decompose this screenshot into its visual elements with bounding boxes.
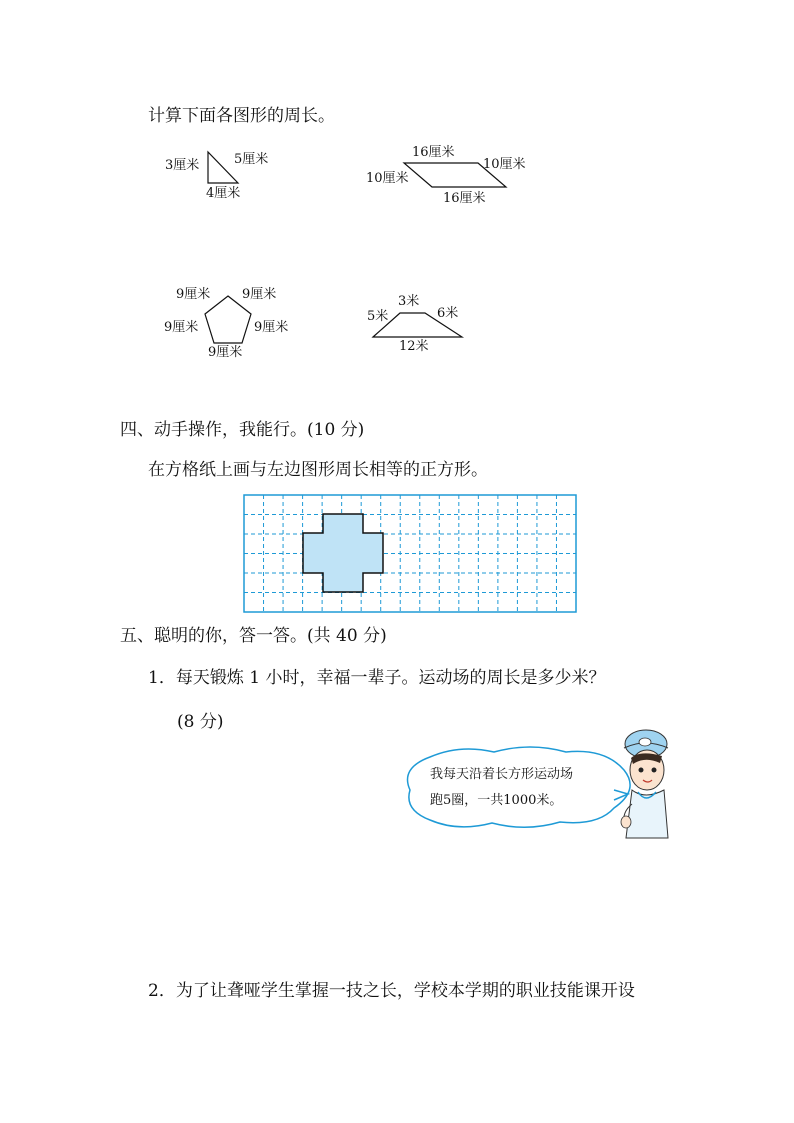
pentagon-shape xyxy=(205,296,251,343)
section4-heading: 四、动手操作，我能行。(10 分) xyxy=(120,420,365,440)
question-1-score: (8 分) xyxy=(177,712,224,732)
triangle-left-label: 3厘米 xyxy=(165,158,200,173)
pentagon-r-label: 9厘米 xyxy=(254,320,289,335)
pentagon-b-label: 9厘米 xyxy=(208,345,243,360)
question-1: 1．每天锻炼 1 小时，幸福一辈子。运动场的周长是多少米？ xyxy=(148,668,606,688)
bubble-line-1: 我每天沿着长方形运动场 xyxy=(430,767,574,782)
question-2: 2．为了让聋哑学生掌握一技之长，学校本学期的职业技能课开设 xyxy=(148,981,635,1001)
pentagon-tr-label: 9厘米 xyxy=(242,287,277,302)
trapezoid-bottom-label: 12米 xyxy=(399,339,429,354)
section4-instruction: 在方格纸上画与左边图形周长相等的正方形。 xyxy=(148,460,488,480)
section5-heading: 五、聪明的你，答一答。(共 40 分) xyxy=(120,626,387,646)
pentagon-tl-label: 9厘米 xyxy=(176,287,211,302)
parallelogram-top-label: 16厘米 xyxy=(412,145,455,160)
parallelogram-left-label: 10厘米 xyxy=(366,171,409,186)
triangle-hyp-label: 5厘米 xyxy=(234,152,269,167)
bubble-line-2: 跑5圈，一共1000米。 xyxy=(430,793,563,808)
parallelogram-right-label: 10厘米 xyxy=(483,157,526,172)
trapezoid-top-label: 3米 xyxy=(398,294,420,309)
trapezoid-right-label: 6米 xyxy=(437,306,459,321)
cross-shape xyxy=(303,514,383,592)
triangle-bottom-label: 4厘米 xyxy=(206,186,241,201)
speech-bubble xyxy=(408,747,631,827)
parallelogram-bottom-label: 16厘米 xyxy=(443,191,486,206)
grid-paper xyxy=(244,495,576,612)
pentagon-l-label: 9厘米 xyxy=(164,320,199,335)
section3-instruction: 计算下面各图形的周长。 xyxy=(148,106,335,126)
trapezoid-left-label: 5米 xyxy=(367,309,389,324)
